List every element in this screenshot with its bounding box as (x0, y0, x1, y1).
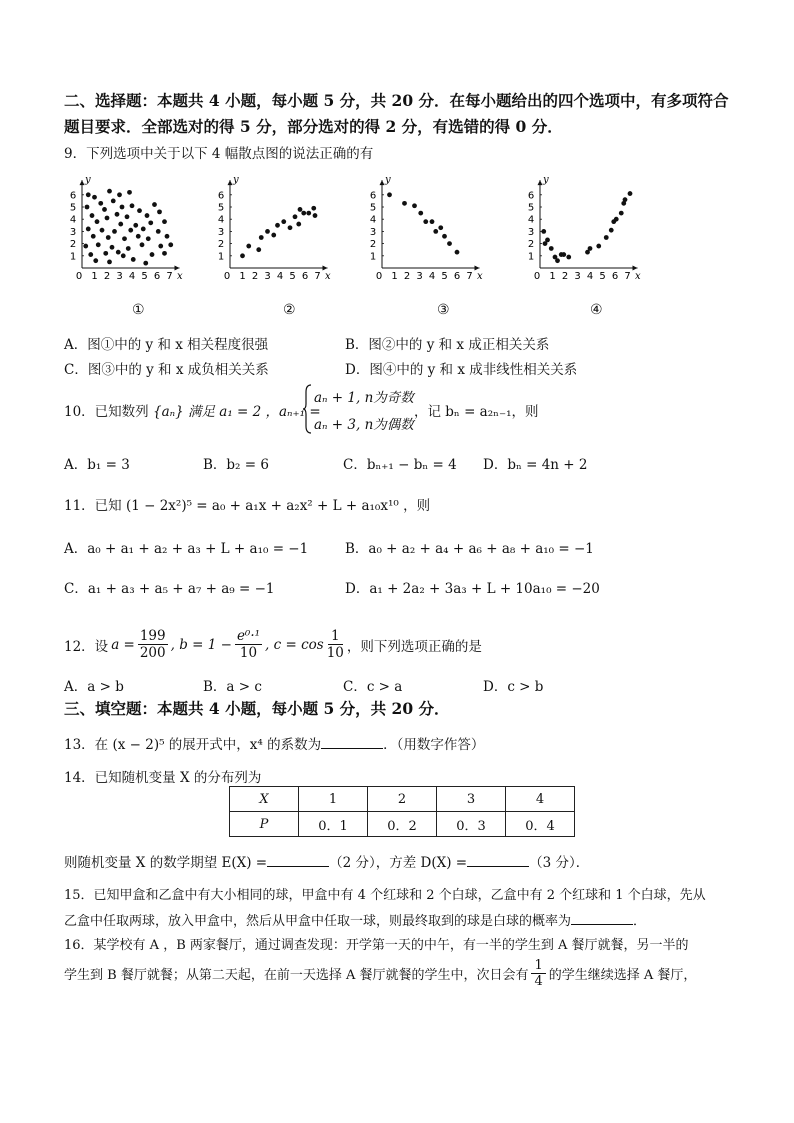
scatter-point (301, 211, 306, 216)
scatter-point (152, 202, 157, 207)
y-tick-label: 2 (527, 239, 535, 251)
q12-option-a: A．a > b (64, 679, 124, 695)
q16-line1: 16．某学校有 A ，B 两家餐厅，通过调查发现：开学第一天的中午，有一半的学生到 A 餐厅就餐，另一半的 (64, 938, 689, 953)
y-tick-label: 6 (369, 190, 377, 202)
x-axis-arrow-icon (475, 266, 480, 271)
x-tick-label: 3 (574, 271, 581, 282)
q15-line2-text: 乙盒中任取两球，放入甲盒中，然后从甲盒中任取一球，则最终取到的球是白球的概率为 (64, 914, 572, 929)
x-tick-label: 2 (561, 271, 569, 282)
x-axis-label: x (635, 271, 641, 282)
q10-case1: aₙ + 1, n为奇数 (314, 390, 414, 406)
x-tick-label: 5 (289, 271, 296, 282)
scatter-point (545, 238, 550, 243)
q15-line2 (64, 910, 646, 929)
y-axis-label: y (233, 174, 239, 186)
q10-cond: 满足 a₁ = 2 ，aₙ₊₁ = (187, 404, 321, 420)
table-cell: 0．2 (368, 812, 437, 837)
table-cell: X (230, 787, 299, 812)
q16-line2-b: 的学生继续选择 A 餐厅， (548, 968, 697, 983)
x-tick-label: 6 (301, 271, 309, 282)
scatter-point (86, 227, 91, 232)
q10-brace (303, 384, 313, 434)
scatter-point (256, 247, 261, 252)
q12-a-fraction (138, 628, 168, 661)
scatter-point (418, 211, 423, 216)
caption-2: ② (283, 302, 296, 318)
x-tick-label: 1 (549, 271, 556, 282)
scatter-point (430, 219, 435, 224)
y-axis-arrow-icon (80, 180, 85, 185)
x-tick-label: 0 (533, 271, 541, 282)
table-cell: 0．3 (437, 812, 506, 837)
q15-line1: 15．已知甲盒和乙盒中有大小相同的球，甲盒中有 4 个红球和 2 个白球，乙盒中有 2 个红球和 1 个白球，先从 (64, 888, 706, 903)
scatter-point (158, 244, 163, 249)
q11-option-a: A．a₀ + a₁ + a₂ + a₃ + L + a₁₀ = −1 (64, 541, 309, 557)
y-tick-label: 2 (217, 239, 225, 251)
scatter-point (311, 206, 316, 211)
q13-tail: ．（用数字作答） (383, 737, 485, 753)
scatter-point (423, 219, 428, 224)
q9-stem: 9．下列选项中关于以下 4 幅散点图的说法正确的有 (64, 146, 374, 162)
x-axis-label: x (325, 271, 331, 282)
scatter-point (115, 212, 120, 217)
scatter-point (112, 229, 117, 234)
y-tick-label: 5 (369, 202, 377, 214)
q10-option-d: D．bₙ = 4n + 2 (483, 457, 588, 473)
section2-title-line2: 题目要求．全部选对的得 5 分，部分选对的得 2 分，有选错的得 0 分． (64, 117, 563, 136)
scatter-point (168, 242, 173, 247)
x-tick-label: 0 (223, 271, 231, 282)
y-tick-label: 6 (217, 190, 225, 202)
section2-title-line1: 二、选择题：本题共 4 小题，每小题 5 分，共 20 分．在每小题给出的四个选项中，有多项符合 (64, 91, 729, 110)
x-tick-label: 3 (264, 271, 271, 282)
q14-follow-up (64, 851, 589, 871)
scatter-point (165, 234, 170, 239)
q16-line2 (64, 958, 696, 989)
y-tick-label: 2 (369, 239, 377, 251)
q14-variance-label: （2 分），方差 D(X) = (329, 855, 468, 871)
y-tick-label: 4 (69, 214, 77, 226)
q12-lead: 12．设 (64, 638, 109, 655)
scatter-point (275, 223, 280, 228)
y-tick-label: 1 (69, 251, 77, 263)
y-tick-label: 4 (369, 214, 377, 226)
scatter-point (313, 213, 318, 218)
scatter-point (140, 242, 145, 247)
q10-stem (64, 400, 321, 420)
scatter-point (98, 201, 103, 206)
scatter-point (604, 235, 609, 240)
y-tick-label: 4 (527, 214, 535, 226)
q13-answer-blank[interactable] (321, 736, 383, 749)
scatter-point (117, 192, 122, 197)
y-tick-label: 3 (527, 226, 535, 238)
q15-line2-end: ． (633, 914, 647, 929)
table-cell: 1 (299, 787, 368, 812)
scatter-point (102, 207, 107, 212)
scatter-point (387, 192, 392, 197)
table-cell: 4 (506, 787, 575, 812)
scatter-point (412, 203, 417, 208)
scatter-point (157, 209, 162, 214)
table-row (230, 812, 575, 837)
scatter-point (128, 228, 133, 233)
scatter-plots (60, 168, 680, 328)
scatter-point (156, 229, 161, 234)
scatter-point (91, 234, 96, 239)
q12-tail: ，则下列选项正确的是 (346, 638, 482, 655)
scatter-point (259, 235, 264, 240)
q12-a-num: 199 (139, 628, 166, 644)
x-tick-label: 2 (103, 271, 111, 282)
scatter-point (293, 214, 298, 219)
x-tick-label: 1 (91, 271, 98, 282)
q12-b-den: 10 (239, 645, 258, 661)
scatter-point (136, 234, 141, 239)
q11-option-d: D．a₁ + 2a₂ + 3a₃ + L + 10a₁₀ = −20 (345, 581, 600, 597)
q15-answer-blank[interactable] (571, 912, 633, 925)
table-cell: P (230, 812, 299, 837)
q14-distribution-table (229, 786, 575, 837)
scatter-point (131, 257, 136, 262)
scatter-point (143, 261, 148, 266)
q9-option-d: D．图④中的 y 和 x 成非线性相关关系 (345, 362, 578, 378)
q14-variance-blank[interactable] (467, 854, 529, 867)
q10-lead: 10．已知数列 (64, 404, 149, 420)
scatter-point (549, 246, 554, 251)
q12-option-c: C．c > a (343, 679, 403, 695)
scatter-point (596, 244, 601, 249)
x-axis-label: x (477, 271, 483, 282)
scatter-point (121, 253, 126, 258)
q12-option-b: B．a > c (203, 679, 262, 695)
scatter-point (609, 228, 614, 233)
scatter-point (619, 211, 624, 216)
scatter-point (438, 225, 443, 230)
scatter-point (281, 219, 286, 224)
x-tick-label: 0 (75, 271, 83, 282)
x-tick-label: 6 (611, 271, 619, 282)
y-tick-label: 3 (69, 226, 77, 238)
x-tick-label: 4 (128, 271, 136, 282)
x-tick-label: 1 (239, 271, 246, 282)
q10-tail: ，记 bₙ = a₂ₙ₋₁，则 (414, 404, 539, 420)
scatter-point (127, 190, 132, 195)
q10-case2: aₙ + 3, n为偶数 (314, 417, 414, 433)
q9-option-a: A．图①中的 y 和 x 相关程度很强 (64, 337, 269, 353)
q10-option-c: C．bₙ₊₁ − bₙ = 4 (343, 457, 457, 473)
x-tick-label: 2 (251, 271, 259, 282)
scatter-point (120, 205, 125, 210)
x-tick-label: 7 (166, 271, 173, 282)
y-tick-label: 5 (527, 202, 535, 214)
y-tick-label: 2 (69, 239, 77, 251)
y-axis-label: y (543, 174, 549, 186)
x-tick-label: 3 (116, 271, 123, 282)
scatter-point (298, 207, 303, 212)
q12-stem (64, 628, 482, 661)
q11-option-b: B．a₀ + a₂ + a₄ + a₆ + a₈ + a₁₀ = −1 (345, 541, 594, 557)
y-tick-label: 6 (69, 190, 77, 202)
scatter-plot-1 (60, 168, 190, 318)
q14-expectation-label: 则随机变量 X 的数学期望 E(X) = (64, 855, 268, 871)
q14-tail: （3 分）． (529, 855, 590, 871)
x-tick-label: 4 (428, 271, 436, 282)
y-tick-label: 5 (69, 202, 77, 214)
table-cell: 3 (437, 787, 506, 812)
scatter-point (541, 229, 546, 234)
scatter-point (148, 220, 153, 225)
scatter-point (433, 229, 438, 234)
x-tick-label: 7 (624, 271, 631, 282)
scatter-plot-2 (208, 168, 338, 318)
y-axis-arrow-icon (380, 180, 385, 185)
scatter-point (137, 208, 142, 213)
scatter-point (623, 197, 628, 202)
q10-option-a: A．b₁ = 3 (64, 457, 130, 473)
scatter-point (103, 251, 108, 256)
table-cell: 0．4 (506, 812, 575, 837)
table-cell: 2 (368, 787, 437, 812)
q12-c-num: 1 (328, 628, 343, 645)
scatter-point (455, 250, 460, 255)
scatter-point (162, 219, 167, 224)
y-tick-label: 3 (217, 226, 225, 238)
scatter-point (111, 199, 116, 204)
scatter-point (145, 213, 150, 218)
q11-option-c: C．a₁ + a₃ + a₅ + a₇ + a₉ = −1 (64, 581, 275, 597)
y-tick-label: 1 (527, 251, 535, 263)
x-tick-label: 6 (153, 271, 161, 282)
scatter-point (265, 229, 270, 234)
q11-stem: 11．已知 (1 − 2x²)⁵ = a₀ + a₁x + a₂x² + L + a₁₀x¹⁰ ，则 (64, 498, 431, 514)
q13-lead: 13．在 (x − 2)⁵ 的展开式中，x⁴ 的系数为 (64, 737, 322, 753)
scatter-point (614, 217, 619, 222)
q12-c-den: 10 (326, 645, 344, 661)
scatter-point (447, 241, 452, 246)
scatter-point (118, 222, 123, 227)
y-tick-label: 5 (217, 202, 225, 214)
q12-c-lhs: , c = cos (265, 636, 324, 653)
q9-option-b: B．图②中的 y 和 x 成正相关关系 (345, 337, 550, 353)
x-tick-label: 3 (416, 271, 423, 282)
table-row (230, 787, 575, 812)
scatter-point (90, 213, 95, 218)
scatter-point (306, 211, 311, 216)
q16-frac-num: 1 (531, 958, 545, 974)
q16-line2-a: 学生到 B 餐厅就餐；从第二天起，在前一天选择 A 餐厅就餐的学生中，次日会有 (64, 968, 529, 983)
scatter-plot-4 (518, 168, 648, 318)
x-axis-label: x (177, 271, 183, 282)
x-tick-label: 0 (375, 271, 383, 282)
caption-4: ④ (590, 302, 603, 318)
scatter-point (105, 216, 110, 221)
scatter-point (588, 246, 593, 251)
scatter-point (628, 191, 633, 196)
scatter-point (133, 223, 138, 228)
scatter-point (110, 245, 115, 250)
x-tick-label: 4 (586, 271, 594, 282)
x-tick-label: 7 (314, 271, 321, 282)
scatter-plot-3 (360, 168, 490, 318)
q14-stem: 14．已知随机变量 X 的分布列为 (64, 770, 262, 786)
scatter-point (122, 236, 127, 241)
q10-option-b: B．b₂ = 6 (203, 457, 269, 473)
q16-fraction (531, 958, 545, 989)
scatter-point (162, 251, 167, 256)
y-tick-label: 1 (217, 251, 225, 263)
y-tick-label: 1 (369, 251, 377, 263)
scatter-point (126, 246, 131, 251)
scatter-point (146, 236, 151, 241)
x-tick-label: 1 (391, 271, 398, 282)
scatter-point (116, 250, 121, 255)
scatter-point (88, 252, 93, 257)
y-axis-arrow-icon (538, 180, 543, 185)
q12-option-d: D．c > b (483, 679, 544, 695)
scatter-point (100, 228, 105, 233)
x-tick-label: 6 (453, 271, 461, 282)
y-tick-label: 3 (369, 226, 377, 238)
scatter-point (442, 234, 447, 239)
scatter-point (106, 235, 111, 240)
x-axis-arrow-icon (633, 266, 638, 271)
scatter-point (83, 244, 88, 249)
scatter-point (402, 201, 407, 206)
section3-title: 三、填空题：本题共 4 小题，每小题 5 分，共 20 分． (64, 699, 450, 718)
scatter-point (85, 205, 90, 210)
scatter-point (240, 253, 245, 258)
section2-title (64, 88, 729, 140)
scatter-point (141, 227, 146, 232)
q12-a-lhs: a = (111, 636, 135, 653)
scatter-point (92, 195, 97, 200)
scatter-point (296, 222, 301, 227)
scatter-point (93, 258, 98, 263)
x-tick-label: 7 (466, 271, 473, 282)
caption-3: ③ (437, 302, 450, 318)
x-tick-label: 4 (276, 271, 284, 282)
table-cell: 0．1 (299, 812, 368, 837)
x-tick-label: 2 (403, 271, 411, 282)
scatter-point (555, 258, 560, 263)
scatter-point (96, 242, 101, 247)
q12-b-num: e⁰·¹ (236, 628, 261, 644)
scatter-point (125, 214, 130, 219)
scatter-point (271, 233, 276, 238)
q12-c-fraction (327, 628, 344, 661)
scatter-point (561, 252, 566, 257)
scatter-point (95, 219, 100, 224)
q10-seq: {aₙ} (152, 404, 184, 420)
y-axis-arrow-icon (228, 180, 233, 185)
q12-b-lhs: , b = 1 − (170, 636, 232, 653)
y-tick-label: 4 (217, 214, 225, 226)
q12-a-den: 200 (139, 645, 166, 661)
y-tick-label: 6 (527, 190, 535, 202)
q12-b-fraction (235, 628, 262, 661)
scatter-point (86, 192, 91, 197)
q16-frac-den: 4 (534, 974, 543, 989)
x-tick-label: 5 (141, 271, 148, 282)
q9-option-c: C．图③中的 y 和 x 成负相关关系 (64, 362, 269, 378)
y-axis-label: y (385, 174, 391, 186)
x-tick-label: 5 (599, 271, 606, 282)
scatter-point (566, 255, 571, 260)
x-tick-label: 5 (441, 271, 448, 282)
scatter-point (150, 252, 155, 257)
x-axis-arrow-icon (323, 266, 328, 271)
scatter-point (107, 189, 112, 194)
scatter-point (246, 244, 251, 249)
q13-stem (64, 733, 484, 753)
y-axis-label: y (85, 174, 91, 186)
scatter-point (288, 225, 293, 230)
q14-expectation-blank[interactable] (267, 854, 329, 867)
scatter-point (107, 260, 112, 265)
caption-1: ① (132, 302, 145, 318)
x-axis-arrow-icon (175, 266, 180, 271)
scatter-point (130, 203, 135, 208)
